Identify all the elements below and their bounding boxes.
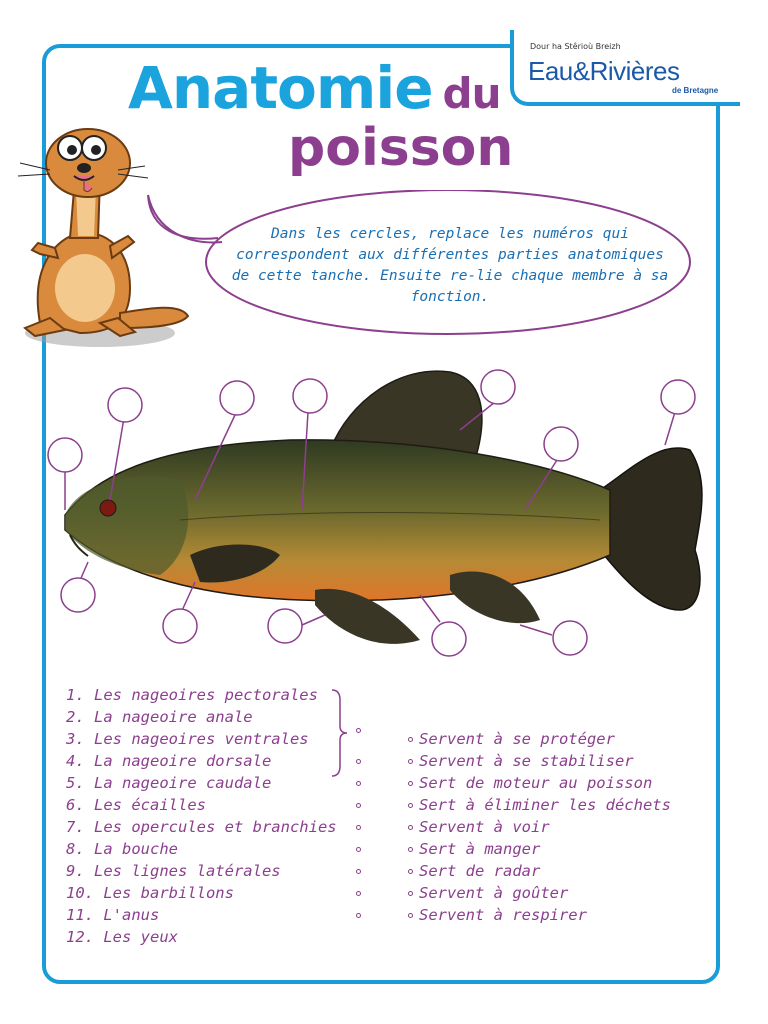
connection-dot[interactable] — [356, 728, 361, 733]
part-item: 8. La bouche — [66, 840, 178, 858]
part-item: 11. L'anus — [66, 906, 160, 924]
title-word-poisson: poisson — [288, 118, 514, 178]
label-circle[interactable] — [48, 438, 82, 472]
label-circle[interactable] — [481, 370, 515, 404]
part-item: 5. La nageoire caudale — [66, 774, 272, 792]
part-item: 9. Les lignes latérales — [66, 862, 281, 880]
part-item: 6. Les écailles — [66, 796, 206, 814]
connection-dot[interactable] — [356, 869, 361, 874]
page-title — [128, 54, 501, 122]
label-circle[interactable] — [553, 621, 587, 655]
label-circle[interactable] — [61, 578, 95, 612]
connection-dot[interactable] — [356, 803, 361, 808]
label-circle[interactable] — [661, 380, 695, 414]
function-item[interactable]: Sert de moteur au poisson — [408, 772, 671, 794]
part-item: 4. La nageoire dorsale — [66, 752, 272, 770]
part-item: 2. La nageoire anale — [66, 708, 253, 726]
label-circle[interactable] — [544, 427, 578, 461]
tench-fish-diagram — [40, 360, 720, 670]
connection-dot[interactable] — [408, 869, 413, 874]
fish-eye — [100, 500, 116, 516]
instructions-text: Dans les cercles, replace les numéros qui correspondent aux différentes parties anatomiques de cette tanche. Ensuite re-lie chaque membre à sa fonction. — [231, 226, 669, 305]
logo-subtitle: de Bretagne — [672, 86, 719, 95]
label-circle[interactable] — [163, 609, 197, 643]
part-item: 10. Les barbillons — [66, 884, 234, 902]
connection-dot[interactable] — [408, 759, 413, 764]
functions-list — [408, 728, 671, 926]
title-word-du: du — [442, 69, 501, 118]
function-item[interactable]: Servent à voir — [408, 816, 671, 838]
part-item: 1. Les nageoires pectorales — [66, 686, 318, 704]
connection-dot[interactable] — [356, 825, 361, 830]
connection-dot[interactable] — [356, 847, 361, 852]
label-circle[interactable] — [268, 609, 302, 643]
connection-dot[interactable] — [408, 913, 413, 918]
part-item: 3. Les nageoires ventrales — [66, 730, 309, 748]
connection-dot[interactable] — [408, 847, 413, 852]
connection-dot[interactable] — [356, 891, 361, 896]
logo-tagline: Dour ha Stêrioù Breizh — [530, 42, 621, 51]
parts-list — [66, 684, 337, 948]
label-circle[interactable] — [293, 379, 327, 413]
connection-dot[interactable] — [408, 891, 413, 896]
connection-dot[interactable] — [356, 781, 361, 786]
function-item[interactable]: Servent à se stabiliser — [408, 750, 671, 772]
function-item[interactable]: Servent à se protéger — [408, 728, 671, 750]
fins-group-brace — [330, 688, 350, 778]
title-word-anatomie: Anatomie — [128, 54, 433, 122]
connection-dot[interactable] — [408, 781, 413, 786]
part-item: 7. Les opercules et branchies — [66, 818, 337, 836]
logo-name: Eau&Rivières — [528, 56, 680, 86]
label-circle[interactable] — [108, 388, 142, 422]
label-circle[interactable] — [432, 622, 466, 656]
function-item[interactable]: Servent à respirer — [408, 904, 671, 926]
parts-connection-dots — [356, 728, 361, 935]
caudal-fin — [600, 448, 702, 610]
function-item[interactable]: Servent à goûter — [408, 882, 671, 904]
function-item[interactable]: Sert à manger — [408, 838, 671, 860]
connection-dot[interactable] — [356, 759, 361, 764]
connection-dot[interactable] — [408, 803, 413, 808]
connection-dot[interactable] — [408, 737, 413, 742]
function-item[interactable]: Sert de radar — [408, 860, 671, 882]
connection-dot[interactable] — [356, 913, 361, 918]
part-item: 12. Les yeux — [66, 928, 178, 946]
label-circle[interactable] — [220, 381, 254, 415]
function-item[interactable]: Sert à éliminer les déchets — [408, 794, 671, 816]
connection-dot[interactable] — [408, 825, 413, 830]
